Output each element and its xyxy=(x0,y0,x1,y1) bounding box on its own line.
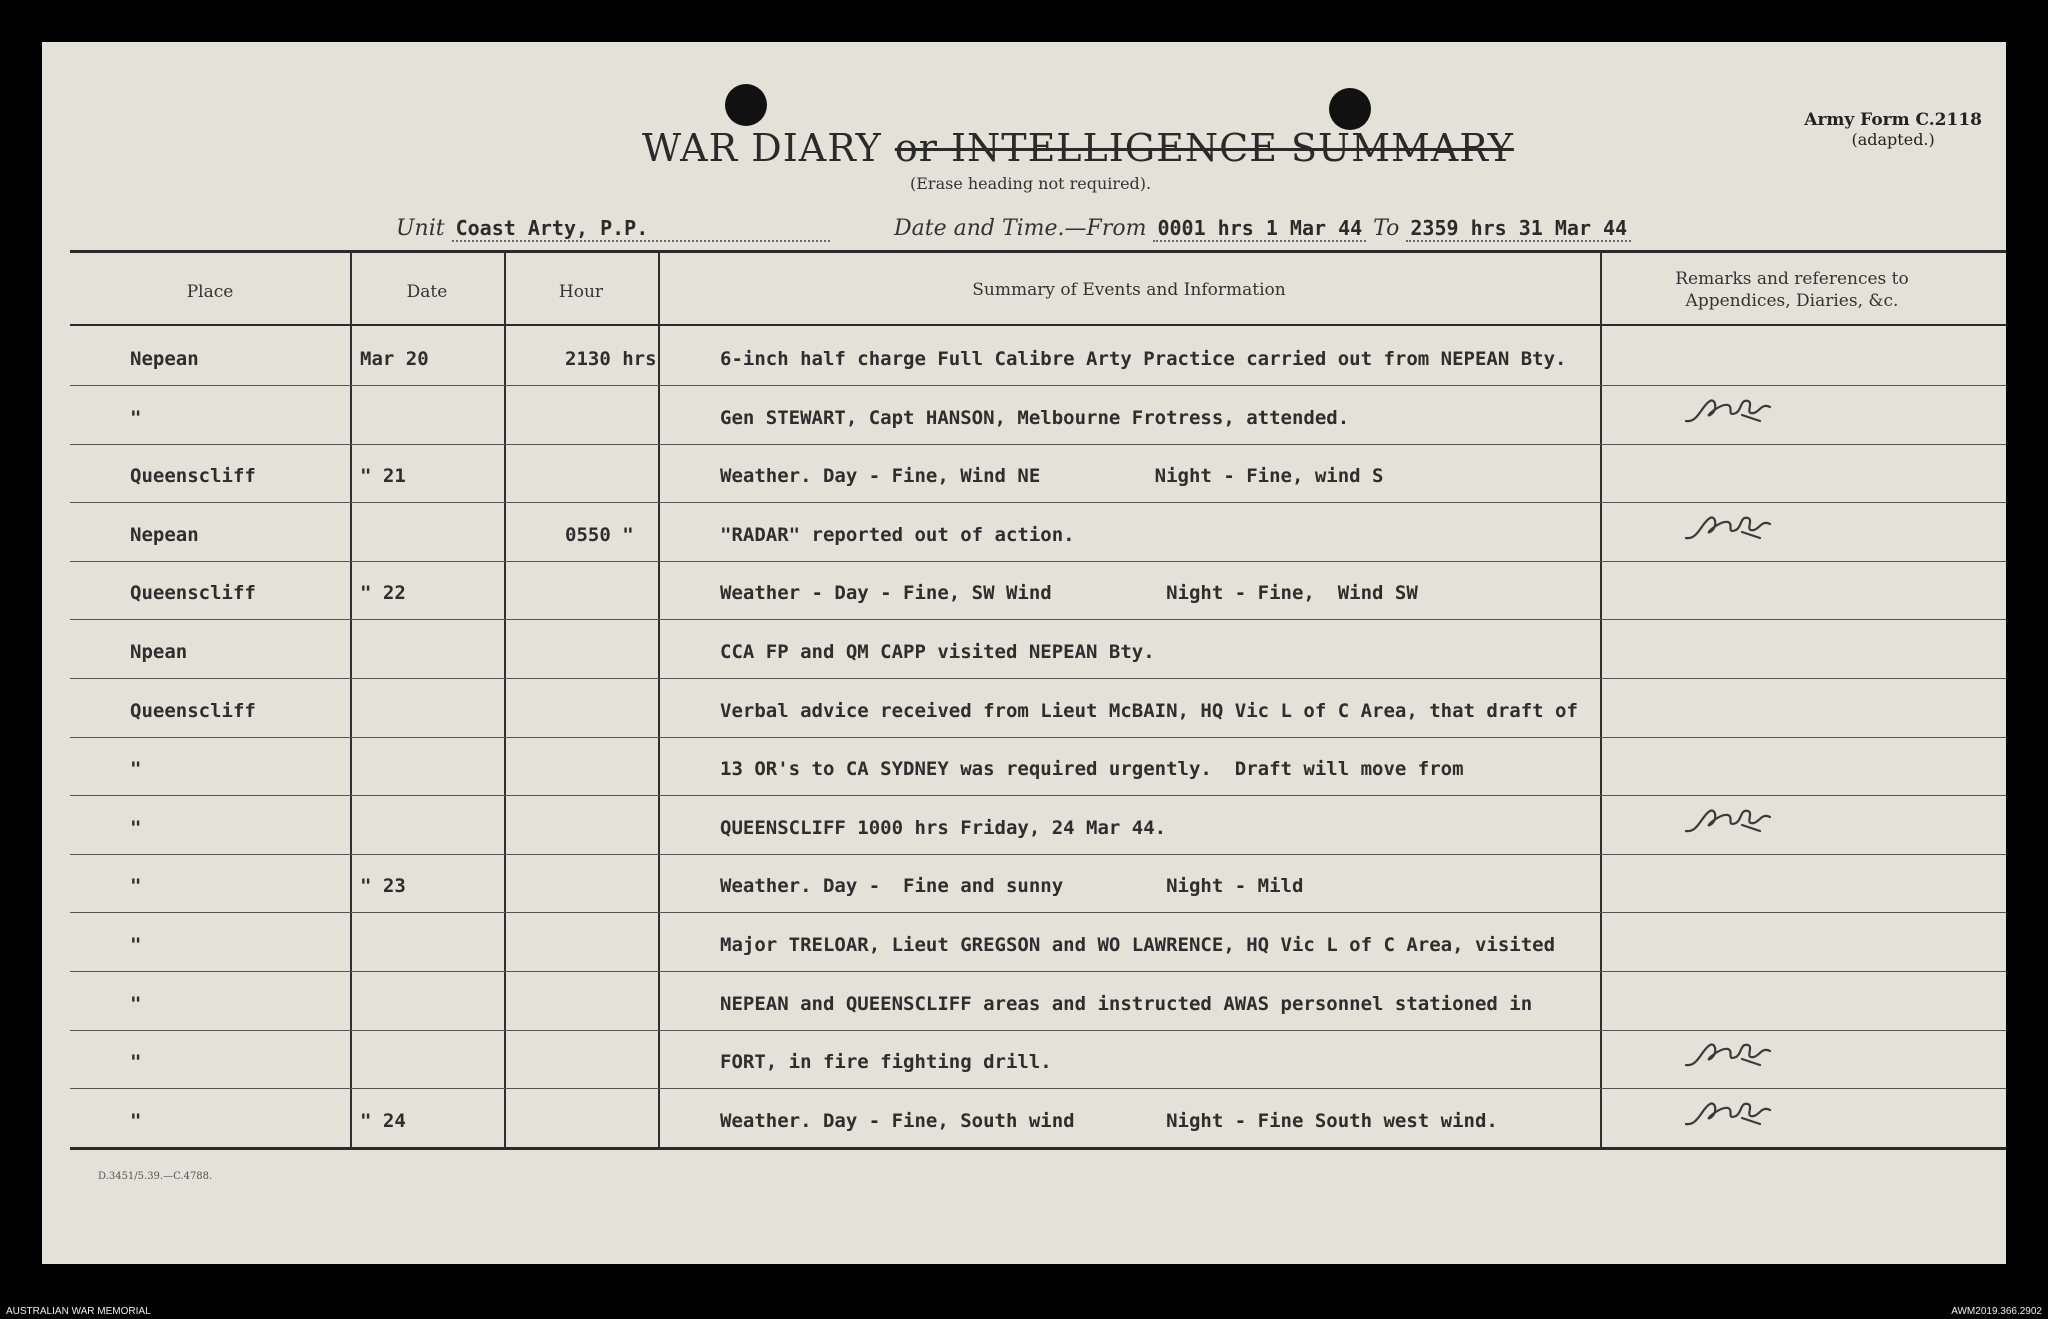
to-label: To xyxy=(1373,216,1400,241)
officer-initials-signature xyxy=(1680,803,1790,843)
summary-cell: Weather. Day - Fine, Wind NE Night - Fine, wind S xyxy=(720,465,1384,488)
summary-cell: Verbal advice received from Lieut McBAIN, HQ Vic L of C Area, that draft of xyxy=(720,699,1578,722)
header-remarks: Remarks and references to Appendices, Diaries, &c. xyxy=(1675,269,1909,311)
summary-cell: Major TRELOAR, Lieut GREGSON and WO LAWRENCE, HQ Vic L of C Area, visited xyxy=(720,934,1556,956)
unit-value: Coast Arty, P.P. xyxy=(452,216,830,242)
place-cell: " xyxy=(130,1109,142,1132)
date-cell: " 21 xyxy=(360,465,406,488)
summary-cell: NEPEAN and QUEENSCLIFF areas and instructed AWAS personnel stationed in xyxy=(720,992,1533,1015)
date-cell: Mar 20 xyxy=(360,348,429,370)
table-top-border xyxy=(70,250,2006,253)
table-row xyxy=(70,560,2006,620)
date-cell: " 22 xyxy=(360,582,406,605)
table-row xyxy=(70,971,2006,1031)
summary-cell: Gen STEWART, Capt HANSON, Melbourne Frotress, attended. xyxy=(720,406,1350,429)
header-date: Date xyxy=(406,282,448,302)
table-row xyxy=(70,912,2006,972)
date-time-label: Date and Time.—From xyxy=(894,216,1147,241)
place-cell: " xyxy=(130,934,142,956)
war-diary-page xyxy=(42,42,2006,1264)
place-cell: Queenscliff xyxy=(130,465,256,488)
summary-cell: Weather. Day - Fine, South wind Night - Fine South west wind. xyxy=(720,1109,1498,1132)
table-row xyxy=(70,795,2006,855)
place-cell: " xyxy=(130,758,142,781)
date-cell: " 23 xyxy=(360,875,406,898)
place-cell: " xyxy=(130,816,142,839)
place-cell: Npean xyxy=(130,641,188,663)
table-row xyxy=(70,326,2006,386)
summary-cell: 6-inch half charge Full Calibre Arty Practice carried out from NEPEAN Bty. xyxy=(720,348,1567,370)
header-summary: Summary of Events and Information xyxy=(972,280,1286,300)
place-cell: Nepean xyxy=(130,348,199,370)
army-form-adapted: (adapted.) xyxy=(1851,130,1935,149)
date-cell: " 24 xyxy=(360,1109,406,1132)
header-place: Place xyxy=(186,282,234,302)
page-title xyxy=(642,126,1514,170)
hour-cell: 0550 " xyxy=(565,523,634,546)
summary-cell: Weather - Day - Fine, SW Wind Night - Fine, Wind SW xyxy=(720,582,1418,605)
unit-label: Unit xyxy=(396,216,445,241)
date-time-field xyxy=(894,216,1631,242)
table-row xyxy=(70,385,2006,445)
punch-hole-left xyxy=(725,84,767,126)
to-value: 2359 hrs 31 Mar 44 xyxy=(1406,216,1631,242)
unit-field xyxy=(396,216,830,242)
place-cell: " xyxy=(130,406,142,429)
place-cell: Queenscliff xyxy=(130,699,256,722)
footer-accession: AWM2019.366.2902 xyxy=(1951,1306,2042,1317)
header-hour: Hour xyxy=(558,282,604,302)
place-cell: Queenscliff xyxy=(130,582,256,605)
place-cell: " xyxy=(130,1051,142,1074)
officer-initials-signature xyxy=(1680,393,1790,433)
title-struck: or INTELLIGENCE SUMMARY xyxy=(894,126,1514,170)
table-row xyxy=(70,736,2006,796)
officer-initials-signature xyxy=(1680,510,1790,550)
table-row xyxy=(70,853,2006,913)
army-form-label xyxy=(1804,110,1982,149)
officer-initials-signature xyxy=(1680,1037,1790,1077)
summary-cell: QUEENSCLIFF 1000 hrs Friday, 24 Mar 44. xyxy=(720,816,1167,839)
summary-cell: CCA FP and QM CAPP visited NEPEAN Bty. xyxy=(720,641,1155,663)
table-row xyxy=(70,502,2006,562)
table-row xyxy=(70,619,2006,679)
army-form-number: Army Form C.2118 xyxy=(1804,110,1982,130)
erase-note: (Erase heading not required). xyxy=(910,174,1152,193)
summary-cell: 13 OR's to CA SYDNEY was required urgently. Draft will move from xyxy=(720,758,1464,781)
footer-institution: AUSTRALIAN WAR MEMORIAL xyxy=(6,1306,151,1317)
title-main: WAR DIARY xyxy=(642,126,882,170)
place-cell: " xyxy=(130,875,142,898)
punch-hole-right xyxy=(1329,88,1371,130)
place-cell: " xyxy=(130,992,142,1015)
summary-cell: "RADAR" reported out of action. xyxy=(720,523,1075,546)
table-row xyxy=(70,1088,2006,1148)
summary-cell: FORT, in fire fighting drill. xyxy=(720,1051,1052,1074)
officer-initials-signature xyxy=(1680,1096,1790,1136)
table-row xyxy=(70,443,2006,503)
print-reference: D.3451/5.39.—C.4788. xyxy=(98,1171,213,1182)
summary-cell: Weather. Day - Fine and sunny Night - Mild xyxy=(720,875,1304,898)
from-value: 0001 hrs 1 Mar 44 xyxy=(1153,216,1366,242)
hour-cell: 2130 hrs xyxy=(565,348,657,370)
table-row xyxy=(70,1029,2006,1089)
place-cell: Nepean xyxy=(130,523,199,546)
table-row xyxy=(70,678,2006,738)
